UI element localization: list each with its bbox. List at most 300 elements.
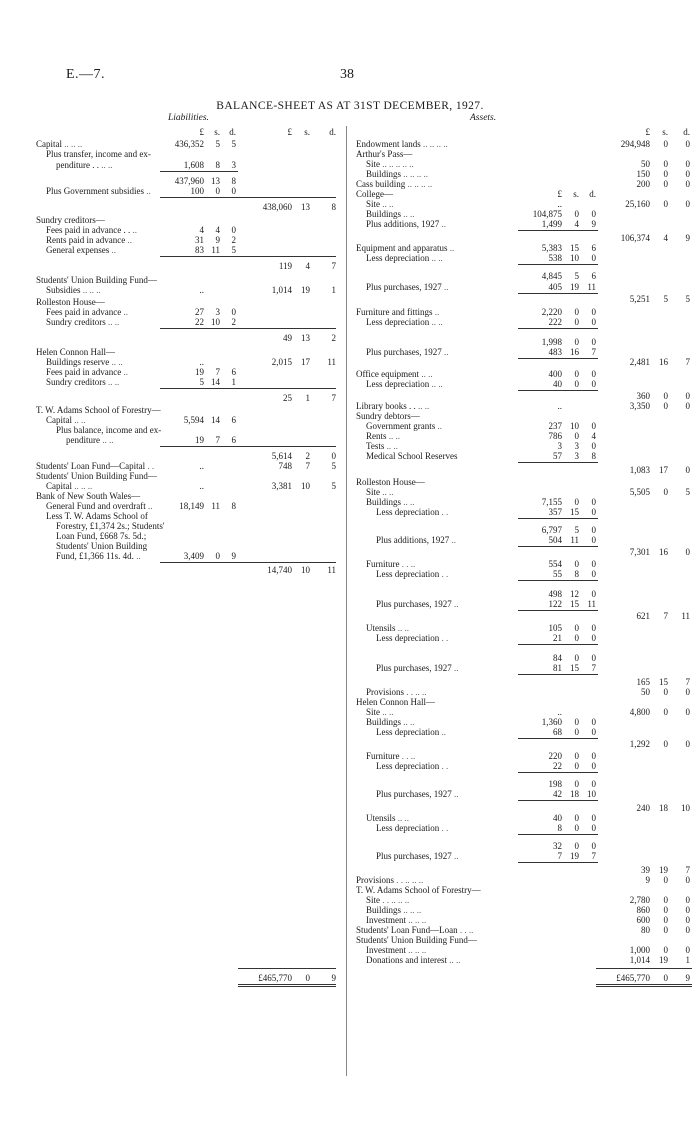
- pounds-cell: 9: [645, 875, 650, 885]
- ledger-row: [350, 534, 700, 546]
- label-text: Utensils: [366, 623, 396, 633]
- line-label: [376, 534, 515, 546]
- leader-dots: . .: [439, 507, 449, 517]
- leader-dots: ..: [447, 243, 455, 253]
- leader-dots: ..: [441, 347, 449, 357]
- label-text: Students' Union Building Fund—: [36, 275, 157, 285]
- shillings-cell: 13: [301, 333, 310, 343]
- leader-dots: . . ..: [399, 751, 416, 761]
- sum-rule: [518, 862, 598, 863]
- shillings-cell: s.: [573, 189, 579, 199]
- leader-dots: .. ..: [100, 435, 114, 445]
- line-label: [366, 218, 515, 230]
- pence-cell: 0: [685, 895, 690, 905]
- pence-cell: 2: [331, 333, 336, 343]
- label-text: Fees paid in advance: [46, 307, 122, 317]
- shillings-cell: 7: [305, 461, 310, 471]
- shillings-cell: 0: [574, 633, 579, 643]
- leader-dots: ..: [449, 535, 457, 545]
- line-label: [46, 284, 150, 296]
- shillings-cell: 0: [663, 159, 668, 169]
- label-text: Furniture: [366, 559, 400, 569]
- shillings-cell: 0: [574, 307, 579, 317]
- shillings-cell: 4: [215, 225, 220, 235]
- shillings-cell: 1: [305, 393, 310, 403]
- sum-rule: [596, 968, 692, 969]
- pounds-cell: 19: [195, 367, 204, 377]
- pounds-cell: 150: [636, 169, 650, 179]
- leader-dots: .. .. .. .. ..: [380, 159, 414, 169]
- leader-dots: . .: [439, 569, 449, 579]
- sum-rule: [238, 562, 336, 563]
- leader-dots: ..: [145, 501, 153, 511]
- pence-cell: 10: [681, 803, 690, 813]
- leader-dots: .. ..: [380, 199, 394, 209]
- pence-cell: 0: [591, 317, 596, 327]
- shillings-cell: 7: [215, 367, 220, 377]
- pounds-cell: 50: [641, 159, 650, 169]
- leader-dots: .. ..: [415, 401, 430, 411]
- shillings-cell: 0: [663, 687, 668, 697]
- pounds-cell: 55: [553, 569, 562, 579]
- label-text: Sundry creditors: [46, 317, 106, 327]
- pounds-cell: 436,352: [174, 139, 204, 149]
- pounds-cell: 1,000: [629, 945, 650, 955]
- shillings-cell: 0: [663, 973, 668, 983]
- pounds-cell: 1,998: [541, 337, 562, 347]
- ledger-row: [350, 788, 700, 800]
- pence-cell: 0: [685, 139, 690, 149]
- leader-dots: ..: [439, 727, 446, 737]
- pence-cell: 7: [591, 663, 596, 673]
- pence-cell: 0: [685, 159, 690, 169]
- leader-dots: .. ..: [105, 317, 120, 327]
- pence-cell: 0: [591, 623, 596, 633]
- line-label: [376, 850, 515, 862]
- sum-rule: [160, 388, 238, 389]
- line-label: [376, 506, 515, 518]
- pence-cell: 0: [591, 209, 596, 219]
- label-text: Plus purchases, 1927: [366, 347, 442, 357]
- ledger-row: [0, 564, 344, 576]
- leader-dots: ..: [144, 186, 151, 196]
- label-text: Students' Loan Fund—Loan: [356, 925, 458, 935]
- double-rule: [596, 984, 692, 987]
- pounds-cell: 786: [548, 431, 562, 441]
- pence-cell: 0: [685, 925, 690, 935]
- ledger-row: [350, 546, 700, 558]
- pounds-cell: 860: [636, 905, 650, 915]
- pence-cell: 0: [591, 717, 596, 727]
- pounds-cell: 21: [553, 633, 562, 643]
- label-text: Capital: [46, 481, 72, 491]
- pence-cell: 0: [591, 307, 596, 317]
- label-text: Plus purchases, 1927: [376, 851, 452, 861]
- label-text: Less depreciation: [366, 379, 430, 389]
- pounds-cell: 81: [553, 663, 562, 673]
- pence-cell: 0: [231, 225, 236, 235]
- pounds-cell: 84: [553, 653, 562, 663]
- label-text: Less depreciation: [376, 569, 440, 579]
- pounds-cell: 5,383: [541, 243, 562, 253]
- pounds-cell: 360: [636, 391, 650, 401]
- ledger-row: [350, 464, 700, 476]
- label-text: Endowment lands: [356, 139, 421, 149]
- shillings-cell: 0: [574, 761, 579, 771]
- pence-cell: 6: [231, 367, 236, 377]
- leader-dots: .. ..: [380, 487, 394, 497]
- label-text: Forestry, £1,374 2s.; Students': [56, 521, 165, 531]
- pence-cell: 0: [591, 841, 596, 851]
- pounds-cell: 100: [190, 186, 204, 196]
- label-text: Furniture: [366, 751, 400, 761]
- shillings-cell: 0: [305, 973, 310, 983]
- pounds-cell: 39: [641, 865, 650, 875]
- pounds-cell: 3,409: [183, 551, 204, 561]
- pounds-cell: 7,301: [629, 547, 650, 557]
- ledger-row: [350, 218, 700, 230]
- label-text: Students' Loan Fund—Capital: [36, 461, 146, 471]
- shillings-cell: 0: [663, 895, 668, 905]
- pounds-cell: 83: [195, 245, 204, 255]
- pounds-cell: 50: [641, 687, 650, 697]
- label-text: Less depreciation: [366, 317, 430, 327]
- pounds-cell: 1,083: [629, 465, 650, 475]
- pence-cell: 1: [331, 285, 336, 295]
- pence-cell: 6: [231, 435, 236, 445]
- pounds-cell: 5,614: [271, 451, 292, 461]
- shillings-cell: 3: [574, 441, 579, 451]
- shillings-cell: 17: [301, 357, 310, 367]
- leader-dots: . . .. .. ..: [394, 875, 424, 885]
- pence-cell: d.: [589, 189, 596, 199]
- shillings-cell: 2: [305, 451, 310, 461]
- pence-cell: 1: [685, 955, 690, 965]
- pounds-cell: 437,960: [174, 176, 204, 186]
- pence-cell: d.: [683, 127, 690, 137]
- pence-cell: 9: [685, 973, 690, 983]
- sum-rule: [160, 562, 238, 563]
- label-text: Rolleston House—: [36, 297, 105, 307]
- label-text: T. W. Adams School of Forestry—: [36, 405, 161, 415]
- pounds-cell: 119: [278, 261, 292, 271]
- leader-dots: .. ..: [105, 377, 120, 387]
- pounds-cell: 106,374: [620, 233, 650, 243]
- pence-cell: 0: [591, 589, 596, 599]
- pounds-cell: 49: [283, 333, 292, 343]
- label-text: Site: [366, 199, 381, 209]
- label-text: Fund, £1,366 11s. 4d.: [56, 551, 134, 561]
- leader-dots: . .: [439, 633, 449, 643]
- leader-dots: ..: [451, 789, 459, 799]
- sum-rule: [238, 388, 336, 389]
- line-label: [366, 316, 515, 328]
- shillings-cell: 10: [570, 253, 579, 263]
- label-text: Arthur's Pass—: [356, 149, 413, 159]
- pence-cell: 0: [591, 569, 596, 579]
- label-text: Plus Government subsidies: [46, 186, 144, 196]
- shillings-cell: 0: [663, 179, 668, 189]
- shillings-cell: 0: [574, 337, 579, 347]
- leader-dots: ..: [441, 282, 449, 292]
- ledger-row: [350, 610, 700, 622]
- pounds-cell: 31: [195, 235, 204, 245]
- shillings-cell: 7: [215, 435, 220, 445]
- pounds-cell: 483: [548, 347, 562, 357]
- pence-cell: 11: [327, 565, 336, 575]
- pence-cell: 0: [591, 441, 596, 451]
- label-text: Less depreciation: [376, 633, 440, 643]
- pounds-cell: 2,481: [629, 357, 650, 367]
- pence-cell: 0: [591, 633, 596, 643]
- assets-column: [350, 126, 700, 1126]
- ledger-row: [350, 316, 700, 328]
- ledger-row: [0, 260, 344, 272]
- shillings-cell: 0: [574, 727, 579, 737]
- leader-dots: ..: [451, 663, 459, 673]
- pence-cell: 0: [685, 875, 690, 885]
- line-label: [366, 450, 515, 462]
- shillings-cell: 9: [215, 235, 220, 245]
- label-text: Less depreciation: [376, 727, 440, 737]
- pounds-cell: 1,292: [629, 739, 650, 749]
- label-text: penditure . .: [56, 160, 99, 170]
- shillings-cell: s.: [662, 127, 668, 137]
- pence-cell: 5: [231, 139, 236, 149]
- ledger-row: [350, 356, 700, 368]
- pounds-cell: 600: [636, 915, 650, 925]
- sum-rule: [518, 328, 598, 329]
- sum-rule: [518, 674, 598, 675]
- shillings-cell: 16: [659, 357, 668, 367]
- line-label: [366, 252, 515, 264]
- pence-cell: 0: [591, 369, 596, 379]
- currency-header-row: [0, 126, 344, 138]
- line-label: [366, 378, 515, 390]
- shillings-cell: 17: [659, 465, 668, 475]
- pounds-cell: £: [287, 127, 292, 137]
- shillings-cell: 0: [574, 751, 579, 761]
- shillings-cell: 0: [574, 813, 579, 823]
- currency-header-row: [350, 126, 700, 138]
- pounds-cell: 27: [195, 307, 204, 317]
- pounds-cell: 104,875: [532, 209, 562, 219]
- pounds-cell: ..: [557, 401, 562, 411]
- shillings-cell: s.: [304, 127, 310, 137]
- shillings-cell: 5: [574, 271, 579, 281]
- shillings-cell: 19: [301, 285, 310, 295]
- shillings-cell: 0: [663, 905, 668, 915]
- shillings-cell: 0: [574, 623, 579, 633]
- shillings-cell: 0: [574, 717, 579, 727]
- sum-rule: [238, 328, 336, 329]
- pence-cell: 8: [591, 451, 596, 461]
- leader-dots: ..: [121, 367, 128, 377]
- pence-cell: 0: [591, 751, 596, 761]
- pence-cell: 7: [591, 347, 596, 357]
- leader-dots: ..: [121, 307, 128, 317]
- pounds-cell: 3,381: [271, 481, 292, 491]
- pounds-cell: 22: [553, 761, 562, 771]
- ledger-row: [350, 760, 700, 772]
- pounds-cell: 621: [636, 611, 650, 621]
- pounds-cell: 14,740: [267, 565, 292, 575]
- leader-dots: .. .. ..: [406, 945, 427, 955]
- pounds-cell: 57: [553, 451, 562, 461]
- leader-dots: ..: [451, 599, 459, 609]
- label-text: Loan Fund, £668 7s. 5d.;: [56, 531, 147, 541]
- leader-dots: . .: [145, 461, 155, 471]
- label-text: Provisions: [356, 875, 395, 885]
- pounds-cell: 1,014: [271, 285, 292, 295]
- line-label: [46, 376, 150, 388]
- label-text: Buildings: [366, 905, 402, 915]
- label-text: Buildings: [366, 717, 402, 727]
- ledger-row: [0, 159, 344, 171]
- pence-cell: 0: [591, 813, 596, 823]
- label-text: Site: [366, 159, 381, 169]
- shillings-cell: 8: [574, 569, 579, 579]
- pounds-cell: 4,800: [629, 707, 650, 717]
- pounds-cell: 4: [199, 225, 204, 235]
- shillings-cell: 15: [570, 599, 579, 609]
- ledger-row: [0, 284, 344, 296]
- line-label: [376, 662, 515, 674]
- label-text: General expenses: [46, 245, 110, 255]
- pounds-cell: 165: [636, 677, 650, 687]
- shillings-cell: 4: [574, 219, 579, 229]
- pence-cell: 0: [685, 687, 690, 697]
- pence-cell: d.: [229, 127, 236, 137]
- ledger-row: [0, 376, 344, 388]
- ledger-row: [0, 550, 344, 562]
- pounds-cell: ..: [557, 199, 562, 209]
- pence-cell: 5: [685, 487, 690, 497]
- pounds-cell: £465,770: [258, 973, 292, 983]
- pounds-cell: 294,948: [620, 139, 650, 149]
- ledger-row: [350, 726, 700, 738]
- label-text: College—: [356, 189, 393, 199]
- line-label: [376, 568, 515, 580]
- label-text: Sundry creditors—: [36, 215, 105, 225]
- pounds-cell: 400: [548, 369, 562, 379]
- shillings-cell: 0: [215, 186, 220, 196]
- shillings-cell: 19: [570, 851, 579, 861]
- shillings-cell: 0: [574, 369, 579, 379]
- ledger-row: [350, 632, 700, 644]
- shillings-cell: 13: [211, 176, 220, 186]
- leader-dots: .. ..: [395, 623, 410, 633]
- pounds-cell: 198: [548, 779, 562, 789]
- label-text: Cass building: [356, 179, 406, 189]
- pounds-cell: 5,594: [183, 415, 204, 425]
- label-text: Buildings: [366, 497, 402, 507]
- leader-dots: ..: [435, 421, 442, 431]
- pence-cell: 0: [591, 337, 596, 347]
- pounds-cell: 5: [199, 377, 204, 387]
- ledger-row: [350, 738, 700, 750]
- pence-cell: 7: [331, 393, 336, 403]
- sum-rule: [518, 834, 598, 835]
- pounds-cell: 405: [548, 282, 562, 292]
- label-text: Less T. W. Adams School of: [46, 511, 148, 521]
- pence-cell: 11: [327, 357, 336, 367]
- leader-dots: ..: [130, 225, 137, 235]
- pounds-cell: ..: [199, 285, 204, 295]
- pounds-cell: 1,360: [541, 717, 562, 727]
- ledger-row: [350, 850, 700, 862]
- pence-cell: 0: [591, 379, 596, 389]
- shillings-cell: 3: [574, 451, 579, 461]
- leader-dots: ..: [125, 235, 132, 245]
- shillings-cell: 11: [211, 501, 220, 511]
- pence-cell: 0: [231, 186, 236, 196]
- leader-dots: .. ..: [429, 379, 443, 389]
- leader-dots: .. ..: [386, 431, 401, 441]
- leader-dots: .. .. ..: [72, 481, 93, 491]
- ledger-row: [350, 954, 700, 966]
- sum-rule: [160, 171, 238, 172]
- pounds-cell: 2,220: [541, 307, 562, 317]
- leader-dots: .. .. .. ..: [420, 139, 448, 149]
- pence-cell: 6: [591, 271, 596, 281]
- shillings-cell: 15: [659, 677, 668, 687]
- line-label: [46, 185, 150, 197]
- shillings-cell: 15: [570, 507, 579, 517]
- leader-dots: ..: [451, 851, 459, 861]
- ledger-row: [350, 252, 700, 264]
- pounds-cell: ..: [557, 707, 562, 717]
- label-text: Rolleston House—: [356, 477, 425, 487]
- pence-cell: 0: [591, 779, 596, 789]
- ledger-row: [350, 450, 700, 462]
- assets-heading: Assets.: [470, 113, 497, 123]
- pounds-cell: 357: [548, 507, 562, 517]
- shillings-cell: 0: [663, 199, 668, 209]
- label-text: Less depreciation: [366, 253, 430, 263]
- pounds-cell: 3: [557, 441, 562, 451]
- ledger-row: [350, 598, 700, 610]
- pounds-cell: £: [199, 127, 204, 137]
- sum-rule: [518, 580, 598, 581]
- label-text: Less depreciation: [376, 507, 440, 517]
- label-text: Plus purchases, 1927: [376, 789, 452, 799]
- pence-cell: 1: [231, 377, 236, 387]
- pence-cell: 0: [591, 253, 596, 263]
- pounds-cell: 5,505: [629, 487, 650, 497]
- pounds-cell: 122: [548, 599, 562, 609]
- label-text: Less depreciation: [376, 823, 440, 833]
- pounds-cell: ..: [199, 481, 204, 491]
- line-label: [56, 159, 150, 171]
- pence-cell: 0: [231, 307, 236, 317]
- label-text: Capital: [36, 139, 62, 149]
- line-label: [366, 281, 515, 293]
- pounds-cell: 498: [548, 589, 562, 599]
- shillings-cell: 12: [570, 589, 579, 599]
- pence-cell: 0: [331, 451, 336, 461]
- pence-cell: 2: [231, 235, 236, 245]
- pounds-cell: ..: [199, 357, 204, 367]
- label-text: Helen Connon Hall—: [356, 697, 435, 707]
- pounds-cell: 538: [548, 253, 562, 263]
- shillings-cell: 13: [301, 202, 310, 212]
- shillings-cell: 10: [301, 481, 310, 491]
- shillings-cell: 19: [659, 955, 668, 965]
- shillings-cell: s.: [214, 127, 220, 137]
- pence-cell: 0: [591, 727, 596, 737]
- line-label: [376, 788, 515, 800]
